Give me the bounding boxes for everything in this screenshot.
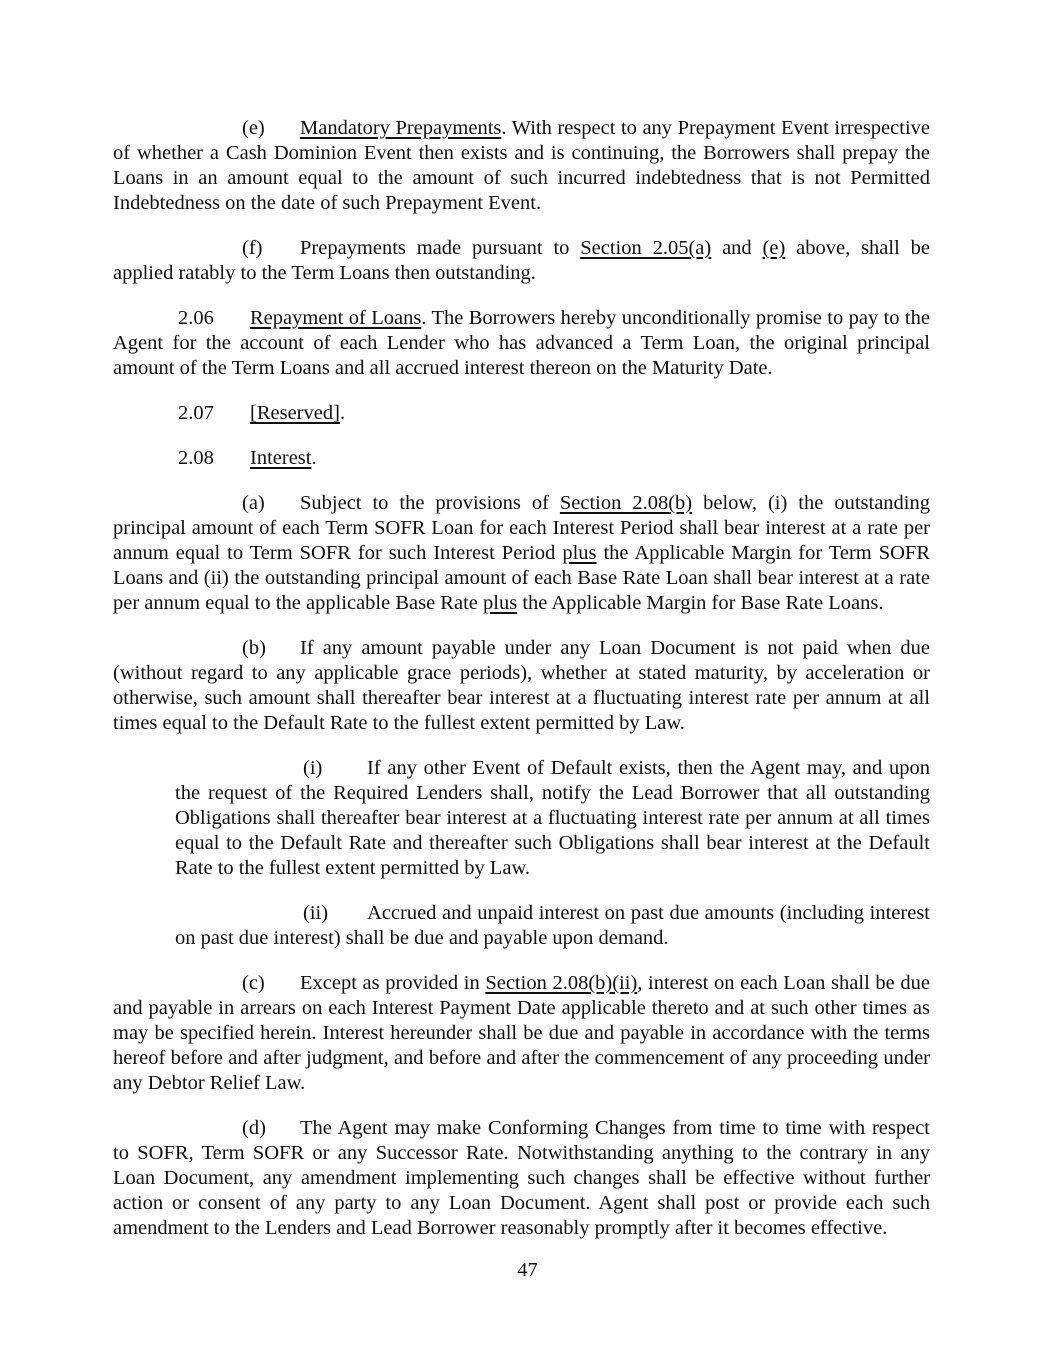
section-2-08 [113,446,930,471]
paragraph-b [113,636,930,736]
page-number: 47 [517,1259,538,1281]
text-segment: . With respect to any Prepayment Event irrespective of whether a Cash Dominion Event then exists and is continuing, the Borrowers shall prepay the Loans in an amount equal to the amount of such incurred indebtedness that is not Permitted Indebtedness on the date of such Prepayment Event. [113,117,930,214]
text-segment: If any other Event of Default exists, then the Agent may, and upon the request of the Required Lenders shall, notify the Lead Borrower that all outstanding Obligations shall thereafter bear interest at a fluctuating interest rate per annum at all times equal to the Default Rate and thereafter such Obligations shall bear interest at the Default Rate to the fullest extent permitted by Law. [175,757,930,879]
text-segment: Subject to the provisions of [300,492,560,514]
underlined-text: plus [483,592,518,614]
underlined-text: (e) [762,237,786,259]
paragraph-label: 2.06 [178,307,214,329]
text-segment: and [711,237,763,259]
paragraph-label: (ii) [303,902,329,924]
paragraph-label: 2.07 [178,402,214,424]
paragraph-a [113,491,930,616]
text-segment: Prepayments made pursuant to [300,237,581,259]
paragraph-label: (c) [242,972,265,994]
subparagraph-i [175,756,930,881]
paragraph-e [113,116,930,216]
paragraph-label: (b) [242,637,266,659]
underlined-text: Section 2.05(a) [580,237,712,259]
text-segment: above, shall be applied ratably to the Term Loans then outstanding. [113,237,930,284]
document-body [113,116,930,1261]
text-segment: If any amount payable under any Loan Document is not paid when due (without regard to any applicable grace periods), whether at stated maturity, by acceleration or otherwise, such amount shall thereafter bear interest at a fluctuating interest rate per annum at all times equal to the Default Rate to the fullest extent permitted by Law. [113,637,930,734]
paragraph-label: (a) [242,492,265,514]
text-segment: Accrued and unpaid interest on past due amounts (including interest on past due interest) shall be due and payable upon demand. [175,902,930,949]
text-segment: . [311,447,317,469]
underlined-text: Interest [250,447,312,469]
paragraph-label: 2.08 [178,447,214,469]
text-segment: The Agent may make Conforming Changes from time to time with respect to SOFR, Term SOFR or any Successor Rate. Notwithstanding anything to the contrary in any Loan Document, any amendment implementing such changes shall be effective without further action or consent of any party to any Loan Document. Agent shall post or provide each such amendment to the Lenders and Lead Borrower reasonably promptly after it becomes effective. [113,1117,930,1239]
paragraph-label: (d) [242,1117,266,1139]
text-segment: the Applicable Margin for Term SOFR Loans and (ii) the outstanding principal amount of each Base Rate Loan shall bear interest at a rate per annum equal to the applicable Base Rate [113,542,930,614]
underlined-text: Mandatory Prepayments [300,117,502,139]
underlined-text: plus [562,542,597,564]
subparagraph-ii [175,901,930,951]
underlined-text: [Reserved] [250,402,340,424]
paragraph-f [113,236,930,286]
text-segment: below, (i) the outstanding principal amount of each Term SOFR Loan for each Interest Period shall bear interest at a rate per annum equal to Term SOFR for such Interest Period [113,492,930,564]
section-2-06 [113,306,930,381]
paragraph-c [113,971,930,1096]
text-segment: . [339,402,346,424]
paragraph-label: (f) [242,237,263,259]
paragraph-label: (i) [303,757,323,779]
text-segment: , interest on each Loan shall be due and payable in arrears on each Interest Payment Date applicable thereto and at such other times as may be specified herein. Interest hereunder shall be due and payable in accordance with the terms hereof before and after judgment, and before and after the commencement of any proceeding under any Debtor Relief Law. [113,972,930,1094]
underlined-text: Repayment of Loans [250,307,422,329]
underlined-text: Section 2.08(b)(ii) [485,972,638,994]
section-2-07 [113,401,930,426]
paragraph-d [113,1116,930,1241]
paragraph-label: (e) [242,117,265,139]
text-segment: the Applicable Margin for Base Rate Loans. [517,592,884,614]
text-segment: . The Borrowers hereby unconditionally promise to pay to the Agent for the account of each Lender who has advanced a Term Loan, the original principal amount of the Term Loans and all accrued interest thereon on the Maturity Date. [113,307,930,379]
underlined-text: Section 2.08(b) [559,492,693,514]
text-segment: Except as provided in [300,972,486,994]
